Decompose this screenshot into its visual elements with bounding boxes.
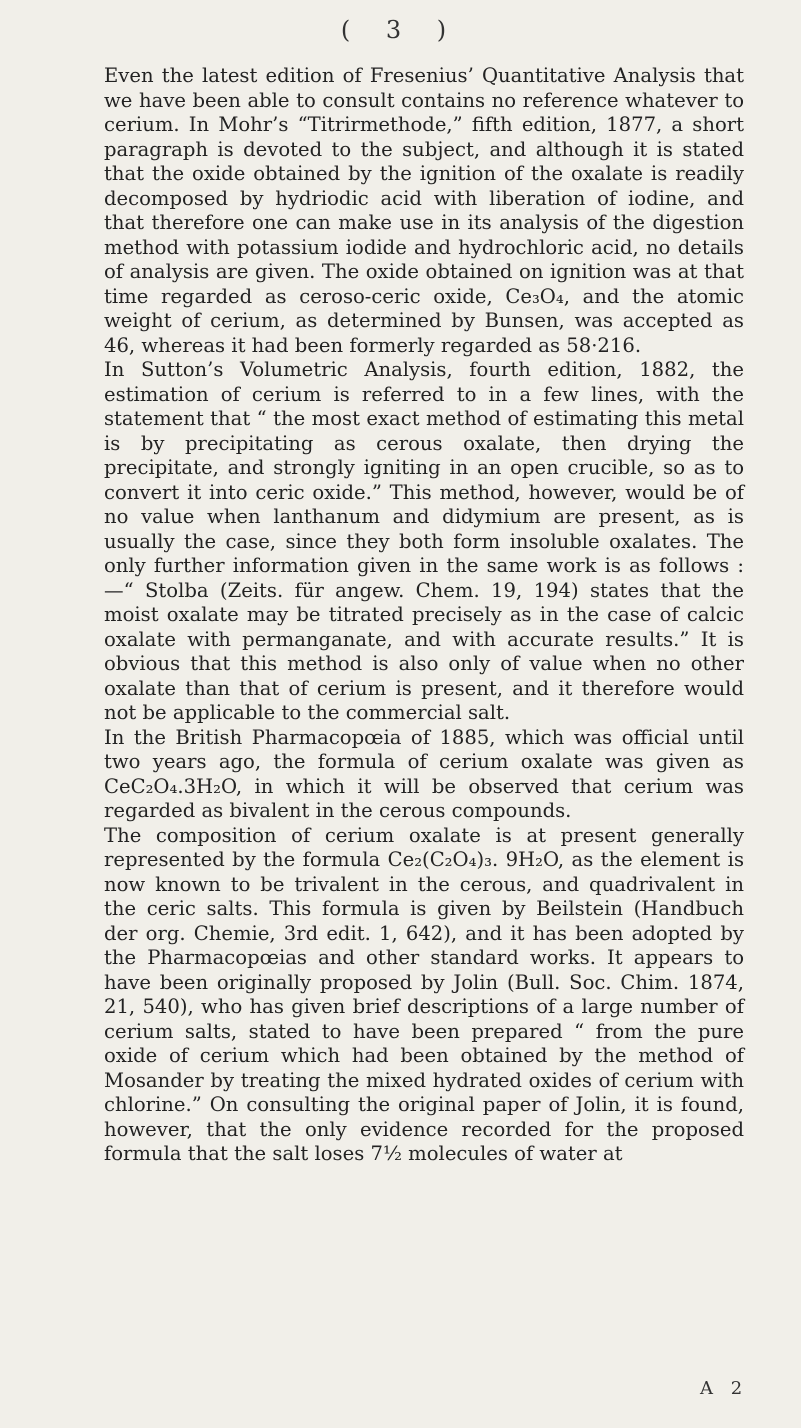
paragraph-3: In the British Pharmacopœia of 1885, which was official until two years ago, the formula of cerium oxalate was given as CeC₂O₄.3H₂O, in which it will be observed that cerium was regarded as bivalent in the cerous compounds. (104, 725, 744, 822)
paragraph-1: Even the latest edition of Fresenius’ Quantitative Analysis that we have been able to consult contains no reference whatever to cerium. In Mohr’s “Titrirmethode,” fifth edition, 1877, a short paragraph is devoted to the subject, and although it is stated that the oxide obtained by the ignition of the oxalate is readily decomposed by hydriodic acid with liberation of iodine, and that therefore one can make use in its analysis of the digestion method with potassium iodide and hydrochloric acid, no details of analysis are given. The oxide obtained on ignition was at that time regarded as ceroso-ceric oxide, Ce₃O₄, and the atomic weight of cerium, as determined by Bunsen, was accepted as 46, whereas it had been formerly regarded as 58·216. (104, 64, 744, 357)
paragraph-2: In Sutton’s Volumetric Analysis, fourth edition, 1882, the estimation of cerium is referred to in a few lines, with the statement that “ the most exact method of estimating this metal is by precipitating as cerous oxalate, then drying the precipitate, and strongly igniting in an open crucible, so as to convert it into ceric oxide.” This method, however, would be of no value when lanthanum and didymium are present, as is usually the case, since they both form insoluble oxalates. The only further information given in the same work is as follows :—“ Stolba (Zeits. für angew. Chem. 19, 194) states that the moist oxalate may be titrated precisely as in the case of calcic oxalate with permanganate, and with accurate results.” It is obvious that this method is also only of value when no other oxalate than that of cerium is present, and it therefore would not be applicable to the commercial salt. (104, 358, 744, 724)
page-number: ( 3 ) (340, 16, 461, 44)
paragraph-4: The composition of cerium oxalate is at present generally represented by the formula Ce₂(C₂O₄)₃. 9H₂O, as the element is now known to be trivalent in the cerous, and quadrivalent in the ceric salts. This formula is given by Beilstein (Handbuch der org. Chemie, 3rd edit. 1, 642), and it has been adopted by the Pharmacopœias and other standard works. It appears to have been originally proposed by Jolin (Bull. Soc. Chim. 1874, 21, 540), who has given brief descriptions of a large number of cerium salts, stated to have been prepared “ from the pure oxide of cerium which had been obtained by the method of Mosander by treating the mixed hydrated oxides of cerium with chlorine.” On consulting the original paper of Jolin, it is found, however, that the only evidence recorded for the proposed formula that the salt loses 7½ molecules of water at (104, 823, 744, 1165)
signature-mark: A 2 (700, 1378, 749, 1399)
body-text (104, 64, 744, 1167)
